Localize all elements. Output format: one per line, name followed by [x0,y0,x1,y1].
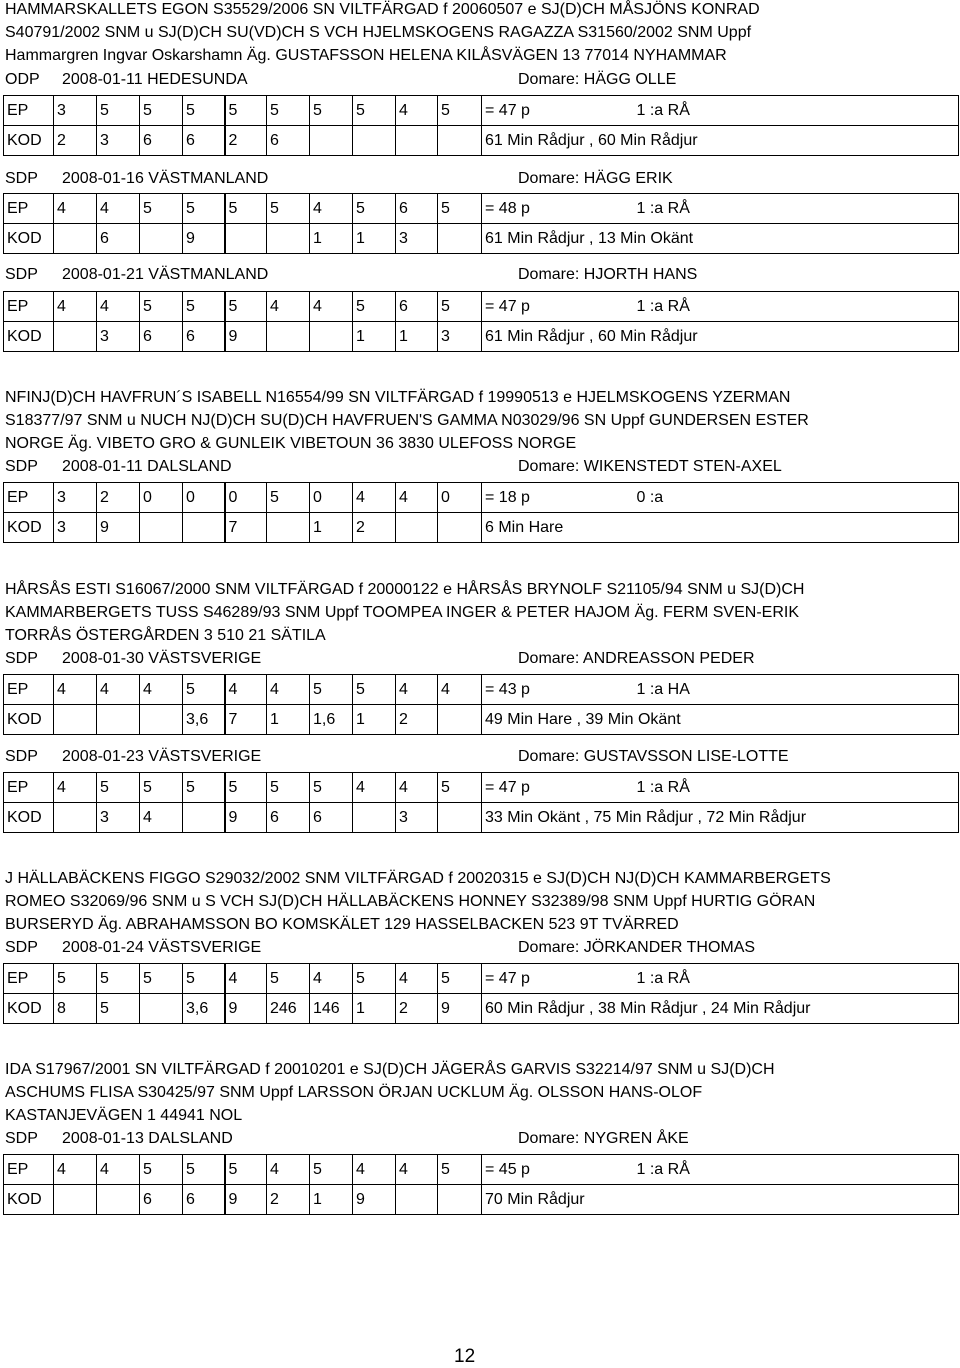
ep-score-cell: 4 [54,194,97,224]
ep-total: = 48 p [482,194,634,224]
kod-cell [310,322,353,352]
kod-row [4,224,959,254]
kod-cell [183,803,225,833]
kod-label: KOD [4,224,54,254]
ep-row [4,1155,959,1185]
kod-cell: 9 [438,994,482,1024]
ep-score-cell: 5 [97,773,140,803]
kod-cell: 3 [396,224,438,254]
kod-cell [97,1185,140,1215]
dog-info-line: TORRÅS ÖSTERGÅRDEN 3 510 21 SÄTILA [5,627,326,644]
ep-score-cell: 4 [353,1155,396,1185]
ep-prize: 1 :a HA [634,675,959,705]
ep-total: = 43 p [482,675,634,705]
trial-header [5,456,960,478]
kod-cell: 8 [54,994,97,1024]
kod-cell: 1 [267,705,310,735]
ep-score-cell: 5 [183,292,225,322]
trial-judge: Domare: GUSTAVSSON LISE-LOTTE [518,748,789,765]
score-table [3,963,959,1024]
ep-score-cell: 0 [225,483,267,513]
kod-label: KOD [4,705,54,735]
kod-label: KOD [4,126,54,156]
ep-score-cell: 5 [183,96,225,126]
ep-score-cell: 4 [353,773,396,803]
kod-cell [54,803,97,833]
kod-cell: 9 [225,322,267,352]
ep-score-cell: 4 [267,1155,310,1185]
trial-type: SDP [5,1130,38,1147]
score-table [3,772,959,833]
ep-prize: 1 :a RÅ [634,964,959,994]
ep-score-cell: 4 [97,675,140,705]
trial-date-place: 2008-01-23 VÄSTSVERIGE [62,748,262,765]
dog-info-line: NFINJ(D)CH HAVFRUN´S ISABELL N16554/99 SN VILTFÄRGAD f 19990513 e HJELMSKOGENS YZERMAN [5,389,791,406]
trial-date-place: 2008-01-11 HEDESUNDA [62,71,248,88]
ep-score-cell: 4 [97,1155,140,1185]
trial-date-place: 2008-01-24 VÄSTSVERIGE [62,939,262,956]
kod-cell: 9 [353,1185,396,1215]
ep-score-cell: 5 [438,964,482,994]
kod-label: KOD [4,994,54,1024]
kod-cell: 1 [310,1185,353,1215]
dog-info-line: S40791/2002 SNM u SJ(D)CH SU(VD)CH S VCH HJELMSKOGENS RAGAZZA S31560/2002 SNM Uppf [5,24,752,41]
ep-score-cell: 5 [225,292,267,322]
ep-total: = 47 p [482,96,634,126]
ep-score-cell: 5 [140,773,183,803]
kod-cell [54,224,97,254]
kod-cell [438,126,482,156]
kod-cell: 1 [310,513,353,543]
dog-info-line: S18377/97 SNM u NUCH NJ(D)CH SU(D)CH HAVFRUEN'S GAMMA N03029/96 SN Uppf GUNDERSEN ESTER [5,412,809,429]
ep-score-cell: 5 [140,292,183,322]
trial-judge: Domare: ANDREASSON PEDER [518,650,755,667]
ep-score-cell: 5 [225,1155,267,1185]
score-table [3,193,959,254]
kod-row [4,126,959,156]
ep-score-cell: 5 [183,773,225,803]
ep-score-cell: 4 [54,773,97,803]
kod-cell: 6 [183,322,225,352]
kod-cell: 6 [97,224,140,254]
kod-cell: 5 [97,994,140,1024]
ep-score-cell: 4 [225,675,267,705]
trial-header [5,648,960,670]
ep-row [4,96,959,126]
kod-cell: 3 [396,803,438,833]
ep-total: = 47 p [482,292,634,322]
kod-result: 6 Min Hare [482,513,959,543]
ep-prize: 1 :a RÅ [634,1155,959,1185]
trial-header [5,69,960,91]
kod-cell [54,1185,97,1215]
trial-date-place: 2008-01-21 VÄSTMANLAND [62,266,269,283]
kod-cell: 3 [97,803,140,833]
kod-cell [140,224,183,254]
trial-judge: Domare: HÄGG ERIK [518,170,673,187]
kod-cell: 6 [267,126,310,156]
ep-score-cell: 5 [353,675,396,705]
kod-cell: 7 [225,513,267,543]
ep-score-cell: 5 [140,1155,183,1185]
ep-score-cell: 5 [140,96,183,126]
ep-total: = 47 p [482,773,634,803]
ep-score-cell: 4 [140,675,183,705]
ep-score-cell: 5 [97,96,140,126]
trial-date-place: 2008-01-16 VÄSTMANLAND [62,170,269,187]
ep-score-cell: 5 [310,96,353,126]
ep-row [4,675,959,705]
ep-prize: 1 :a RÅ [634,96,959,126]
trial-type: ODP [5,71,40,88]
ep-score-cell: 4 [396,1155,438,1185]
ep-score-cell: 4 [267,675,310,705]
kod-cell [267,322,310,352]
score-table [3,482,959,543]
trial-type: SDP [5,266,38,283]
kod-cell [54,705,97,735]
trial-date-place: 2008-01-30 VÄSTSVERIGE [62,650,262,667]
ep-score-cell: 5 [353,194,396,224]
ep-score-cell: 5 [183,964,225,994]
ep-score-cell: 6 [396,292,438,322]
ep-label: EP [4,675,54,705]
kod-cell: 1 [353,224,396,254]
kod-cell [438,705,482,735]
ep-score-cell: 4 [396,675,438,705]
ep-score-cell: 5 [183,1155,225,1185]
ep-score-cell: 2 [97,483,140,513]
trial-header [5,746,960,768]
dog-info-line: KASTANJEVÄGEN 1 44941 NOL [5,1107,243,1124]
ep-score-cell: 4 [438,675,482,705]
kod-row [4,705,959,735]
kod-cell: 4 [140,803,183,833]
ep-row [4,483,959,513]
kod-cell [140,513,183,543]
kod-cell: 6 [267,803,310,833]
ep-label: EP [4,773,54,803]
ep-label: EP [4,292,54,322]
kod-cell: 2 [54,126,97,156]
kod-cell [438,803,482,833]
ep-score-cell: 4 [97,194,140,224]
ep-prize: 1 :a RÅ [634,194,959,224]
kod-cell: 9 [97,513,140,543]
dog-info-line: J HÄLLABÄCKENS FIGGO S29032/2002 SNM VILTFÄRGAD f 20020315 e SJ(D)CH NJ(D)CH KAMMARBERGETS [5,870,831,887]
kod-result: 70 Min Rådjur [482,1185,959,1215]
trial-type: SDP [5,170,38,187]
kod-result: 61 Min Rådjur , 13 Min Okänt [482,224,959,254]
ep-label: EP [4,96,54,126]
ep-score-cell: 5 [225,773,267,803]
kod-cell: 3 [438,322,482,352]
kod-cell: 3,6 [183,994,225,1024]
score-table [3,674,959,735]
kod-cell: 9 [183,224,225,254]
ep-score-cell: 4 [396,964,438,994]
ep-score-cell: 5 [225,194,267,224]
kod-cell: 1 [310,224,353,254]
kod-cell: 6 [310,803,353,833]
ep-score-cell: 4 [54,675,97,705]
trial-type: SDP [5,650,38,667]
kod-cell: 2 [225,126,267,156]
kod-row [4,322,959,352]
ep-score-cell: 4 [54,292,97,322]
ep-score-cell: 5 [267,194,310,224]
ep-score-cell: 4 [396,773,438,803]
ep-score-cell: 0 [140,483,183,513]
ep-score-cell: 5 [310,773,353,803]
ep-score-cell: 5 [267,773,310,803]
dog-info-line: NORGE Äg. VIBETO GRO & GUNLEIK VIBETOUN 36 3830 ULEFOSS NORGE [5,435,577,452]
kod-cell: 146 [310,994,353,1024]
trial-header [5,1128,960,1150]
ep-score-cell: 3 [54,96,97,126]
ep-score-cell: 5 [267,483,310,513]
kod-label: KOD [4,1185,54,1215]
kod-cell: 1 [353,994,396,1024]
kod-label: KOD [4,513,54,543]
dog-info-line: BURSERYD Äg. ABRAHAMSSON BO KOMSKÄLET 129 HASSELBACKEN 523 9T TVÄRRED [5,916,679,933]
trial-judge: Domare: HÄGG OLLE [518,71,677,88]
kod-cell [54,322,97,352]
ep-score-cell: 5 [438,773,482,803]
kod-cell [97,705,140,735]
kod-cell [438,1185,482,1215]
kod-cell: 9 [225,994,267,1024]
kod-cell: 9 [225,1185,267,1215]
ep-score-cell: 5 [438,1155,482,1185]
ep-score-cell: 4 [97,292,140,322]
ep-label: EP [4,1155,54,1185]
ep-score-cell: 0 [310,483,353,513]
kod-cell: 9 [225,803,267,833]
score-table [3,95,959,156]
dog-info-line: HAMMARSKALLETS EGON S35529/2006 SN VILTFÄRGAD f 20060507 e SJ(D)CH MÅSJÖNS KONRAD [5,1,760,18]
dog-info-line: IDA S17967/2001 SN VILTFÄRGAD f 20010201 e SJ(D)CH JÄGERÅS GARVIS S32214/97 SNM u SJ(D)CH [5,1061,775,1078]
ep-prize: 0 :a [634,483,959,513]
ep-score-cell: 5 [353,292,396,322]
ep-score-cell: 4 [54,1155,97,1185]
trial-date-place: 2008-01-13 DALSLAND [62,1130,233,1147]
ep-score-cell: 4 [310,194,353,224]
ep-score-cell: 5 [97,964,140,994]
trial-header [5,264,960,286]
page-number: 12 [454,1346,476,1367]
ep-score-cell: 0 [438,483,482,513]
kod-label: KOD [4,322,54,352]
kod-row [4,513,959,543]
kod-cell: 6 [183,1185,225,1215]
ep-score-cell: 5 [140,964,183,994]
kod-cell [267,513,310,543]
ep-score-cell: 4 [267,292,310,322]
kod-cell [140,994,183,1024]
score-table [3,1154,959,1215]
kod-cell: 6 [140,126,183,156]
kod-cell: 6 [140,1185,183,1215]
ep-score-cell: 5 [310,675,353,705]
trial-judge: Domare: WIKENSTEDT STEN-AXEL [518,458,782,475]
kod-cell: 2 [396,994,438,1024]
ep-score-cell: 5 [438,96,482,126]
kod-cell: 2 [353,513,396,543]
ep-row [4,292,959,322]
ep-row [4,773,959,803]
kod-result: 49 Min Hare , 39 Min Okänt [482,705,959,735]
ep-score-cell: 5 [310,1155,353,1185]
trial-header [5,937,960,959]
kod-label: KOD [4,803,54,833]
dog-info-line: ASCHUMS FLISA S30425/97 SNM Uppf LARSSON ÖRJAN UCKLUM Äg. OLSSON HANS-OLOF [5,1084,703,1101]
kod-result: 60 Min Rådjur , 38 Min Rådjur , 24 Min Rådjur [482,994,959,1024]
kod-cell: 1,6 [310,705,353,735]
ep-score-cell: 5 [225,96,267,126]
kod-cell [396,513,438,543]
ep-score-cell: 4 [353,483,396,513]
kod-cell [310,126,353,156]
kod-cell: 6 [183,126,225,156]
kod-row [4,1185,959,1215]
dog-info-line: ROMEO S32069/96 SNM u S VCH SJ(D)CH HÄLLABÄCKENS HONNEY S32389/98 SNM Uppf HURTIG GÖRAN [5,893,816,910]
ep-score-cell: 4 [396,96,438,126]
kod-cell [183,513,225,543]
kod-cell: 3 [97,126,140,156]
trial-judge: Domare: JÖRKANDER THOMAS [518,939,756,956]
kod-result: 33 Min Okänt , 75 Min Rådjur , 72 Min Rådjur [482,803,959,833]
kod-cell: 2 [267,1185,310,1215]
dog-info-line: Hammargren Ingvar Oskarshamn Äg. GUSTAFSSON HELENA KILÅSVÄGEN 13 77014 NYHAMMAR [5,47,727,64]
kod-row [4,803,959,833]
ep-score-cell: 5 [183,675,225,705]
kod-cell: 1 [396,322,438,352]
ep-score-cell: 4 [396,483,438,513]
trial-type: SDP [5,458,38,475]
kod-cell: 3 [54,513,97,543]
kod-cell [267,224,310,254]
kod-cell [438,513,482,543]
trial-type: SDP [5,939,38,956]
ep-score-cell: 5 [267,964,310,994]
ep-score-cell: 5 [438,194,482,224]
ep-label: EP [4,964,54,994]
ep-score-cell: 5 [140,194,183,224]
ep-total: = 45 p [482,1155,634,1185]
ep-row [4,194,959,224]
ep-score-cell: 5 [438,292,482,322]
ep-prize: 1 :a RÅ [634,292,959,322]
kod-cell [396,1185,438,1215]
trial-header [5,168,960,190]
ep-score-cell: 6 [396,194,438,224]
ep-score-cell: 0 [183,483,225,513]
ep-label: EP [4,194,54,224]
kod-cell [438,224,482,254]
kod-result: 61 Min Rådjur , 60 Min Rådjur [482,126,959,156]
trial-judge: Domare: HJORTH HANS [518,266,698,283]
ep-score-cell: 4 [310,292,353,322]
ep-score-cell: 3 [54,483,97,513]
kod-cell: 3,6 [183,705,225,735]
kod-cell: 246 [267,994,310,1024]
ep-row [4,964,959,994]
ep-score-cell: 4 [310,964,353,994]
ep-label: EP [4,483,54,513]
dog-info-line: KAMMARBERGETS TUSS S46289/93 SNM Uppf TOOMPEA INGER & PETER HAJOM Äg. FERM SVEN-ERIK [5,604,799,621]
kod-cell: 7 [225,705,267,735]
ep-score-cell: 5 [267,96,310,126]
trial-judge: Domare: NYGREN ÅKE [518,1130,689,1147]
dog-info-line: HÅRSÅS ESTI S16067/2000 SNM VILTFÄRGAD f 20000122 e HÅRSÅS BRYNOLF S21105/94 SNM u SJ(D)CH [5,581,805,598]
ep-score-cell: 4 [225,964,267,994]
trial-type: SDP [5,748,38,765]
trial-date-place: 2008-01-11 DALSLAND [62,458,232,475]
kod-cell: 6 [140,322,183,352]
kod-cell [353,126,396,156]
ep-score-cell: 5 [183,194,225,224]
kod-cell [353,803,396,833]
kod-cell [140,705,183,735]
ep-total: = 18 p [482,483,634,513]
kod-cell: 3 [97,322,140,352]
ep-score-cell: 5 [353,96,396,126]
kod-cell: 2 [396,705,438,735]
kod-row [4,994,959,1024]
ep-score-cell: 5 [353,964,396,994]
score-table [3,291,959,352]
kod-result: 61 Min Rådjur , 60 Min Rådjur [482,322,959,352]
kod-cell [225,224,267,254]
ep-total: = 47 p [482,964,634,994]
ep-prize: 1 :a RÅ [634,773,959,803]
kod-cell: 1 [353,322,396,352]
kod-cell: 1 [353,705,396,735]
kod-cell [396,126,438,156]
ep-score-cell: 5 [54,964,97,994]
